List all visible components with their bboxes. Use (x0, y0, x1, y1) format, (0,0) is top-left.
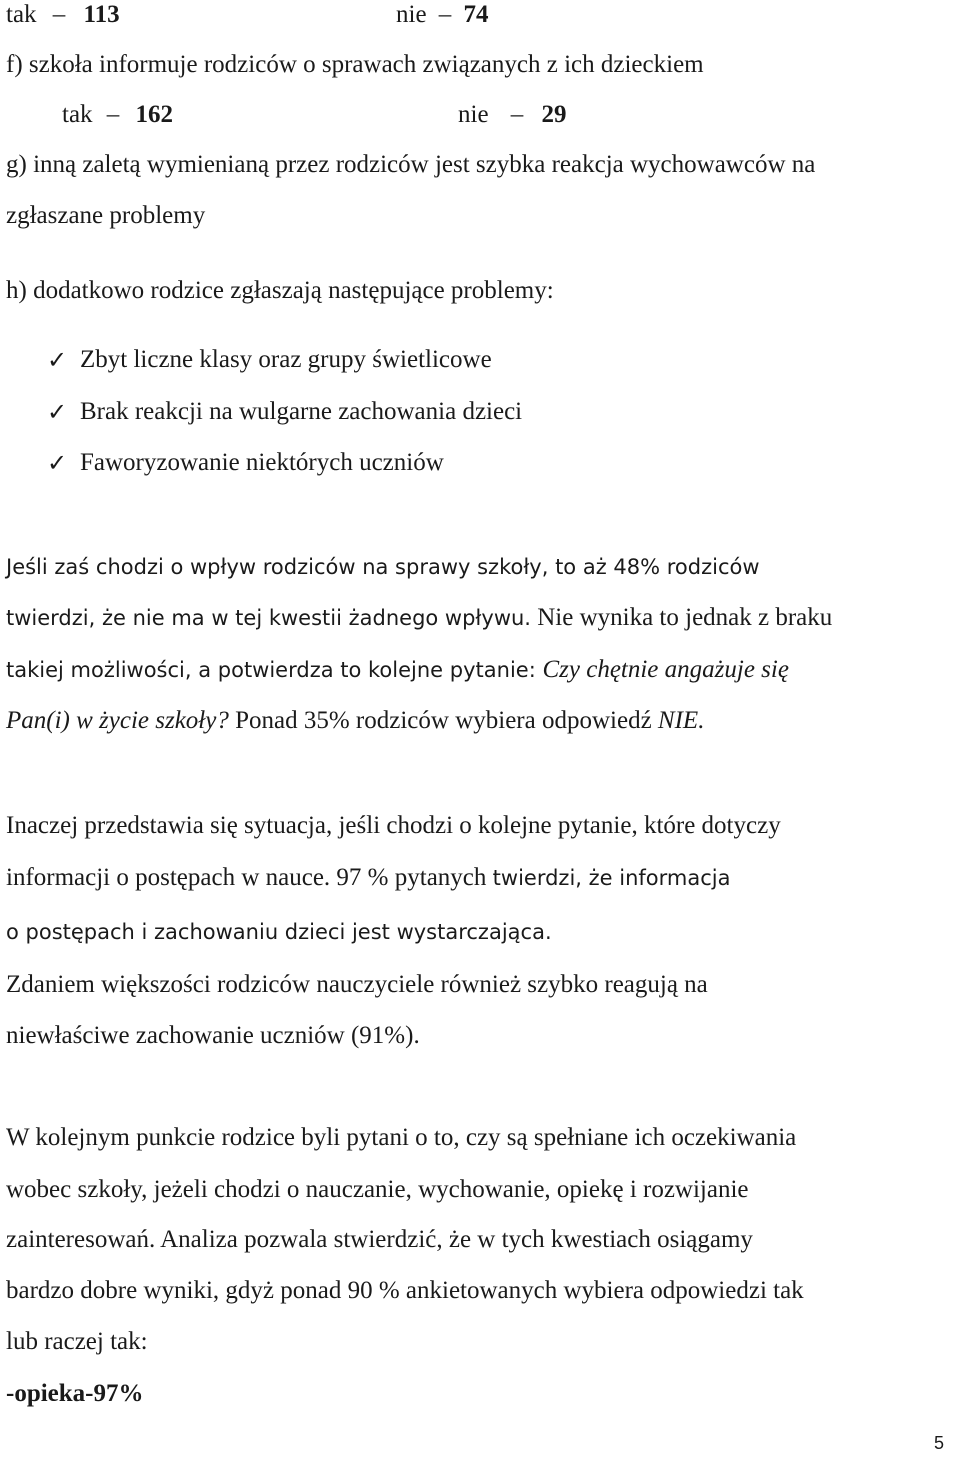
item-f: f) szkoła informuje rodziców o sprawach związanych z ich dzieckiem (6, 51, 704, 78)
paragraph-3-line-6: -opieka-97% (6, 1380, 144, 1407)
paragraph-2-line-3: o postępach i zachowaniu dzieci jest wystarczająca. (6, 920, 552, 944)
dash: – (106, 101, 120, 128)
nie-label: nie (396, 1, 427, 28)
paragraph-3-line-2: wobec szkoły, jeżeli chodzi o nauczanie, wychowanie, opiekę i rozwijanie (6, 1176, 749, 1203)
paragraph-1-line-1: Jeśli zaś chodzi o wpływ rodziców na sprawy szkoły, to aż 48% rodziców (6, 555, 760, 579)
nie-value: 74 (463, 1, 489, 28)
paragraph-3-line-3: zainteresowań. Analiza pozwala stwierdzić, że w tych kwestiach osiągamy (6, 1226, 753, 1253)
tally-line-1-nie (396, 0, 489, 30)
tak-value: 113 (83, 1, 120, 28)
text-span: Nie wynika to jednak z braku (530, 604, 833, 631)
tak-label: tak (62, 101, 93, 128)
paragraph-3-line-5: lub raczej tak: (6, 1328, 148, 1355)
text-span: takiej możliwości, a potwierdza to kolejne pytanie: (6, 658, 543, 682)
paragraph-2-line-2 (6, 863, 730, 893)
tally-line-1 (6, 0, 120, 30)
problem-item: Zbyt liczne klasy oraz grupy świetlicowe (80, 346, 492, 373)
item-g-line-1: g) inną zaletą wymienianą przez rodziców jest szybka reakcja wychowawców na (6, 151, 816, 178)
check-icon: ✓ (47, 449, 68, 477)
answer-text: NIE. (657, 707, 705, 734)
paragraph-1-line-3 (6, 655, 789, 685)
text-span: informacji o postępach w nauce. 97 % pytanych (6, 864, 493, 891)
paragraph-2-line-4: Zdaniem większości rodziców nauczyciele również szybko reagują na (6, 971, 708, 998)
check-icon: ✓ (47, 346, 68, 374)
paragraph-1-line-4 (6, 706, 704, 736)
paragraph-2-line-5: niewłaściwe zachowanie uczniów (91%). (6, 1022, 420, 1049)
text-span: twierdzi, że informacja (492, 866, 731, 890)
tak-value: 162 (135, 101, 174, 128)
item-g-line-2: zgłaszane problemy (6, 202, 206, 229)
question-text: Pan(i) w życie szkoły? (6, 707, 229, 734)
dash: – (52, 1, 66, 28)
nie-label: nie (458, 101, 489, 128)
dash: – (438, 1, 452, 28)
tally-line-f (62, 100, 173, 130)
nie-value: 29 (541, 101, 567, 128)
problem-item: Brak reakcji na wulgarne zachowania dzieci (80, 398, 523, 425)
paragraph-3-line-4: bardzo dobre wyniki, gdyż ponad 90 % ankietowanych wybiera odpowiedzi tak (6, 1277, 804, 1304)
dash: – (510, 101, 524, 128)
text-span: twierdzi, że nie ma w tej kwestii żadnego wpływu. (6, 606, 531, 630)
page-number: 5 (933, 1433, 944, 1453)
paragraph-3-line-1: W kolejnym punkcie rodzice byli pytani o to, czy są spełniane ich oczekiwania (6, 1124, 797, 1151)
tak-label: tak (6, 1, 37, 28)
text-span: Ponad 35% rodziców wybiera odpowiedź (228, 707, 658, 734)
tally-line-f-nie (458, 100, 567, 130)
paragraph-2-line-1: Inaczej przedstawia się sytuacja, jeśli chodzi o kolejne pytanie, które dotyczy (6, 812, 781, 839)
paragraph-1-line-2 (6, 603, 832, 633)
check-icon: ✓ (47, 398, 68, 426)
problem-item: Faworyzowanie niektórych uczniów (80, 449, 444, 476)
question-text: Czy chętnie angażuje się (542, 656, 789, 683)
item-h: h) dodatkowo rodzice zgłaszają następujące problemy: (6, 277, 554, 304)
